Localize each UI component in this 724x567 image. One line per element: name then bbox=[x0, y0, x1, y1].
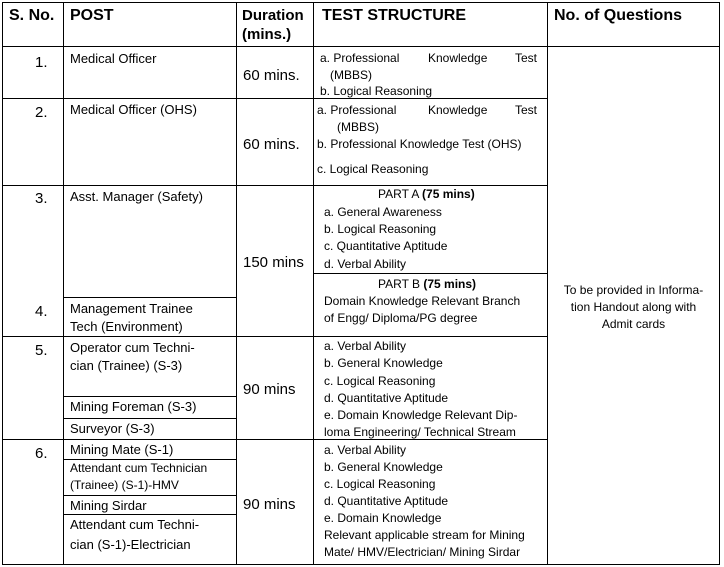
row1-test-a-cont: (MBBS) bbox=[330, 68, 372, 82]
row-sep-6b-6c bbox=[63, 495, 237, 496]
header-duration-unit: (mins.) bbox=[242, 26, 292, 43]
row5-item-c: c. Logical Reasoning bbox=[324, 374, 436, 388]
row6-post1: Mining Mate (S-1) bbox=[70, 442, 174, 457]
row5-post1-line1: Operator cum Techni- bbox=[70, 340, 195, 355]
row-sep-6c-6d bbox=[63, 514, 237, 515]
row4-post-line2: Tech (Environment) bbox=[70, 319, 183, 334]
row4-sno: 4. bbox=[35, 303, 48, 320]
row6-duration: 90 mins bbox=[243, 496, 296, 513]
row5-duration: 90 mins bbox=[243, 381, 296, 398]
row1-test-b: b. Logical Reasoning bbox=[320, 84, 433, 98]
row6-post4-line2: cian (S-1)-Electrician bbox=[70, 537, 191, 552]
row6-post4-line1: Attendant cum Techni- bbox=[70, 517, 200, 532]
row1-test-a-word2: Knowledge bbox=[428, 51, 488, 65]
row1-test-a-word3: Test bbox=[515, 51, 538, 65]
row3-item-b: b. Logical Reasoning bbox=[324, 222, 437, 236]
row3-post: Asst. Manager (Safety) bbox=[70, 189, 203, 204]
row1-duration: 60 mins. bbox=[243, 67, 300, 84]
border-left bbox=[2, 2, 3, 565]
row2-post: Medical Officer (OHS) bbox=[70, 102, 197, 117]
row2-test-a: a. Professional bbox=[317, 103, 397, 117]
row6-post2-line2: (Trainee) (S-1)-HMV bbox=[70, 478, 179, 492]
row5-item-a: a. Verbal Ability bbox=[324, 339, 407, 353]
questions-line2: tion Handout along with bbox=[570, 300, 697, 314]
row3-item-c: c. Quantitative Aptitude bbox=[324, 239, 448, 253]
row3-item-d: d. Verbal Ability bbox=[324, 257, 407, 271]
row-sep-5b-5c bbox=[63, 418, 237, 419]
row-sep-parta-partb bbox=[313, 273, 548, 274]
col-sep-sno bbox=[63, 2, 64, 565]
row2-test-a-word3: Test bbox=[515, 103, 538, 117]
questions-line3: Admit cards bbox=[601, 317, 666, 331]
row4-part-b: PART B (75 mins) bbox=[378, 277, 477, 291]
row-sep-3-4 bbox=[63, 297, 237, 298]
row-sep-5-6 bbox=[2, 439, 548, 440]
row6-post3: Mining Sirdar bbox=[70, 498, 147, 513]
col-sep-duration bbox=[313, 2, 314, 565]
row5-post1-line2: cian (Trainee) (S-3) bbox=[70, 358, 183, 373]
header-sno: S. No. bbox=[9, 7, 55, 24]
row2-test-b: b. Professional Knowledge Test (OHS) bbox=[317, 137, 522, 151]
row-sep-4-5 bbox=[2, 336, 548, 337]
row1-post: Medical Officer bbox=[70, 51, 157, 66]
row5-item-e-cont: loma Engineering/ Technical Stream bbox=[324, 425, 516, 439]
row6-item-b: b. General Knowledge bbox=[324, 460, 443, 474]
row5-item-e: e. Domain Knowledge Relevant Dip- bbox=[324, 408, 518, 422]
row2-test-c: c. Logical Reasoning bbox=[317, 162, 429, 176]
header-bottom bbox=[2, 46, 720, 47]
row2-test-a-word2: Knowledge bbox=[428, 103, 488, 117]
row-sep-1-2 bbox=[2, 98, 548, 99]
row6-item-e-cont2: Mate/ HMV/Electrician/ Mining Sirdar bbox=[324, 545, 521, 559]
row5-sno: 5. bbox=[35, 342, 48, 359]
row1-sno: 1. bbox=[35, 54, 48, 71]
row3-item-a: a. General Awareness bbox=[324, 205, 442, 219]
row4-part-b-line2: of Engg/ Diploma/PG degree bbox=[324, 311, 478, 325]
row2-test-a-cont: (MBBS) bbox=[337, 120, 379, 134]
border-top bbox=[2, 2, 720, 3]
col-sep-post bbox=[236, 2, 237, 565]
row3-part-a: PART A (75 mins) bbox=[378, 187, 475, 201]
row4-part-b-line1: Domain Knowledge Relevant Branch bbox=[324, 294, 521, 308]
header-post: POST bbox=[70, 7, 114, 24]
row4-post-line1: Management Trainee bbox=[70, 301, 193, 316]
row6-post2-line1: Attendant cum Technician bbox=[70, 461, 208, 475]
row3-sno: 3. bbox=[35, 190, 48, 207]
row5-item-b: b. General Knowledge bbox=[324, 356, 443, 370]
row6-item-d: d. Quantitative Aptitude bbox=[324, 494, 449, 508]
header-test-structure: TEST STRUCTURE bbox=[322, 7, 466, 24]
row2-duration: 60 mins. bbox=[243, 136, 300, 153]
border-bottom bbox=[2, 564, 720, 565]
row6-item-e-cont1: Relevant applicable stream for Mining bbox=[324, 528, 525, 542]
row-sep-2-3 bbox=[2, 185, 548, 186]
header-duration: Duration bbox=[242, 7, 304, 24]
row-sep-5a-5b bbox=[63, 396, 237, 397]
row6-item-c: c. Logical Reasoning bbox=[324, 477, 436, 491]
row1-test-a: a. Professional bbox=[320, 51, 400, 65]
row6-item-e: e. Domain Knowledge bbox=[324, 511, 442, 525]
row5-item-d: d. Quantitative Aptitude bbox=[324, 391, 449, 405]
border-right bbox=[719, 2, 720, 565]
row6-sno: 6. bbox=[35, 445, 48, 462]
row-sep-6a-6b bbox=[63, 459, 237, 460]
questions-line1: To be provided in Informa- bbox=[563, 283, 704, 297]
row6-item-a: a. Verbal Ability bbox=[324, 443, 407, 457]
header-no-of-questions: No. of Questions bbox=[554, 7, 682, 24]
row3-4-duration: 150 mins bbox=[243, 254, 304, 271]
row5-post2: Mining Foreman (S-3) bbox=[70, 399, 197, 414]
row2-sno: 2. bbox=[35, 104, 48, 121]
row5-post3: Surveyor (S-3) bbox=[70, 421, 155, 436]
